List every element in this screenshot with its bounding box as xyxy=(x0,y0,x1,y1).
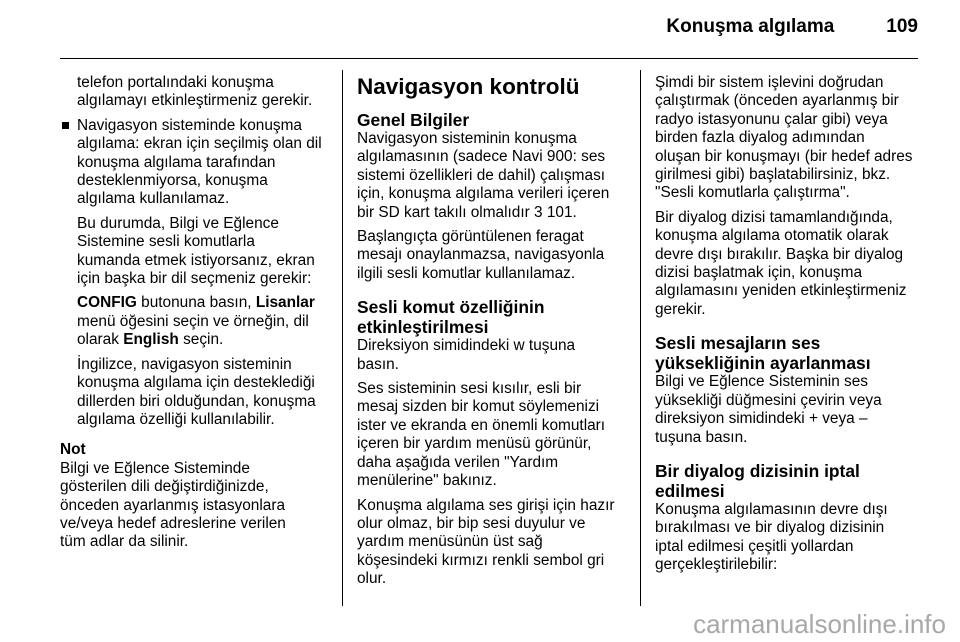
note-text: Bilgi ve Eğlence Sisteminde gösterilen dili değiştirdiğinizde, önceden ayarlanmış istasyonlara ve/veya hedef adreslerine verilen tüm adlar da silinir. xyxy=(60,459,286,551)
header-rule xyxy=(60,58,918,59)
bullet-subparagraph-1: Bu durumda, Bilgi ve Eğlence Sistemine sesli komutlarla kumanda etmek istiyorsanız, ekran için başka bir dil seçmeniz gerekir: xyxy=(77,214,315,288)
dialog-complete-paragraph: Bir diyalog dizisi tamamlandığında, konuşma algılama otomatik olarak devre dışı bırakılır. Başka bir diyalog dizisi başlatmak için, konuşma algılamasını yeniden etkinleştirmeniz gerekir. xyxy=(655,208,907,318)
heading-general-info: Genel Bilgiler xyxy=(357,110,470,130)
watermark: carmanualsonline.info xyxy=(693,609,946,639)
volume-paragraph: Bilgi ve Eğlence Sisteminin ses yüksekliği düğmesini çevirin veya direksiyon simidindeki + veya – tuşuna basın. xyxy=(655,373,882,446)
heading-cancel-dialog: Bir diyalog dizisinin iptal edilmesi xyxy=(655,460,860,501)
general-paragraph-2: Başlangıçta görüntülenen feragat mesajı onaylanmazsa, navigasyonla ilgili sesli komutlar kullanılamaz. xyxy=(357,228,605,282)
column-divider-1 xyxy=(342,70,343,606)
general-paragraph-1: Navigasyon sisteminin konuşma algılamasının (sadece Navi 900: ses sistemi özellikleri de dahil) çalışması için, konuşma algılama verileri içeren bir SD kart takılı olmalıdır 3 101. xyxy=(357,130,610,221)
bullet-square-icon xyxy=(62,122,69,129)
bullet-item xyxy=(60,117,330,430)
direct-function-paragraph: Şimdi bir sistem işlevini doğrudan çalıştırmak (önceden ayarlanmış bir radyo istasyonunu çalar gibi) veya birden fazla diyalog adımından oluşan bir konuşmayı (bir hedef adres girilmesi gibi) başlatabilirsiniz, bkz. "Sesli komutlarla çalıştırma". xyxy=(655,74,913,202)
cancel-paragraph: Konuşma algılamasının devre dışı bırakılması ve bir diyalog dizisinin iptal edilmesi çeşitli yollardan gerçekleştirilebilir: xyxy=(655,500,888,574)
heading-voice-activation: Sesli komut özelliğinin etkinleştirilmesi xyxy=(357,297,545,338)
languages-menu-label: Lisanlar xyxy=(255,294,315,312)
activation-paragraph-1: Direksiyon simidindeki w tuşuna basın. xyxy=(357,337,576,373)
column-divider-2 xyxy=(640,70,641,606)
column-3 xyxy=(655,74,925,581)
continued-paragraph: telefon portalındaki konuşma algılamayı etkinleştirmeniz gerekir. xyxy=(77,74,313,110)
page-number: 109 xyxy=(886,16,918,37)
bullet-subparagraph-2: CONFIG butonuna basın, Lisanlar menü öğesini seçin ve örneğin, dil olarak English seçin. xyxy=(77,294,315,349)
page-header-title: Konuşma algılama xyxy=(666,16,835,37)
activation-paragraph-2: Ses sisteminin sesi kısılır, esli bir mesaj sizden bir komut söylemenizi ister ve ekranda en önemli komutları içeren bir yardım menüsü görünür, daha aşağıda verilen "Yardım menülerine" bakınız. xyxy=(357,380,606,490)
bullet-subparagraph-3: İngilizce, navigasyon sisteminin konuşma algılama için desteklediği dillerden biri olduğundan, konuşma algılama özelliği kullanılabilir. xyxy=(77,355,316,428)
activation-paragraph-3: Konuşma algılama ses girişi için hazır olur olmaz, bir bip sesi duyulur ve yardım menüsünün üst sağ köşesindeki kırmızı renkli sembol gri olur. xyxy=(357,496,615,588)
bullet-paragraph: Navigasyon sisteminde konuşma algılama: ekran için seçilmiş olan dil konuşma algılama tarafından desteklenmiyorsa, konuşma algılama kullanılamaz. xyxy=(77,116,322,208)
column-2 xyxy=(357,74,625,595)
section-title: Navigasyon kontrolü xyxy=(357,74,580,99)
column-1 xyxy=(60,74,330,558)
page-header xyxy=(60,16,918,38)
english-option-label: English xyxy=(123,331,179,349)
heading-volume: Sesli mesajların ses yüksekliğinin ayarlanması xyxy=(655,333,871,374)
config-key-label: CONFIG xyxy=(77,294,137,312)
note-title: Not xyxy=(60,441,86,459)
